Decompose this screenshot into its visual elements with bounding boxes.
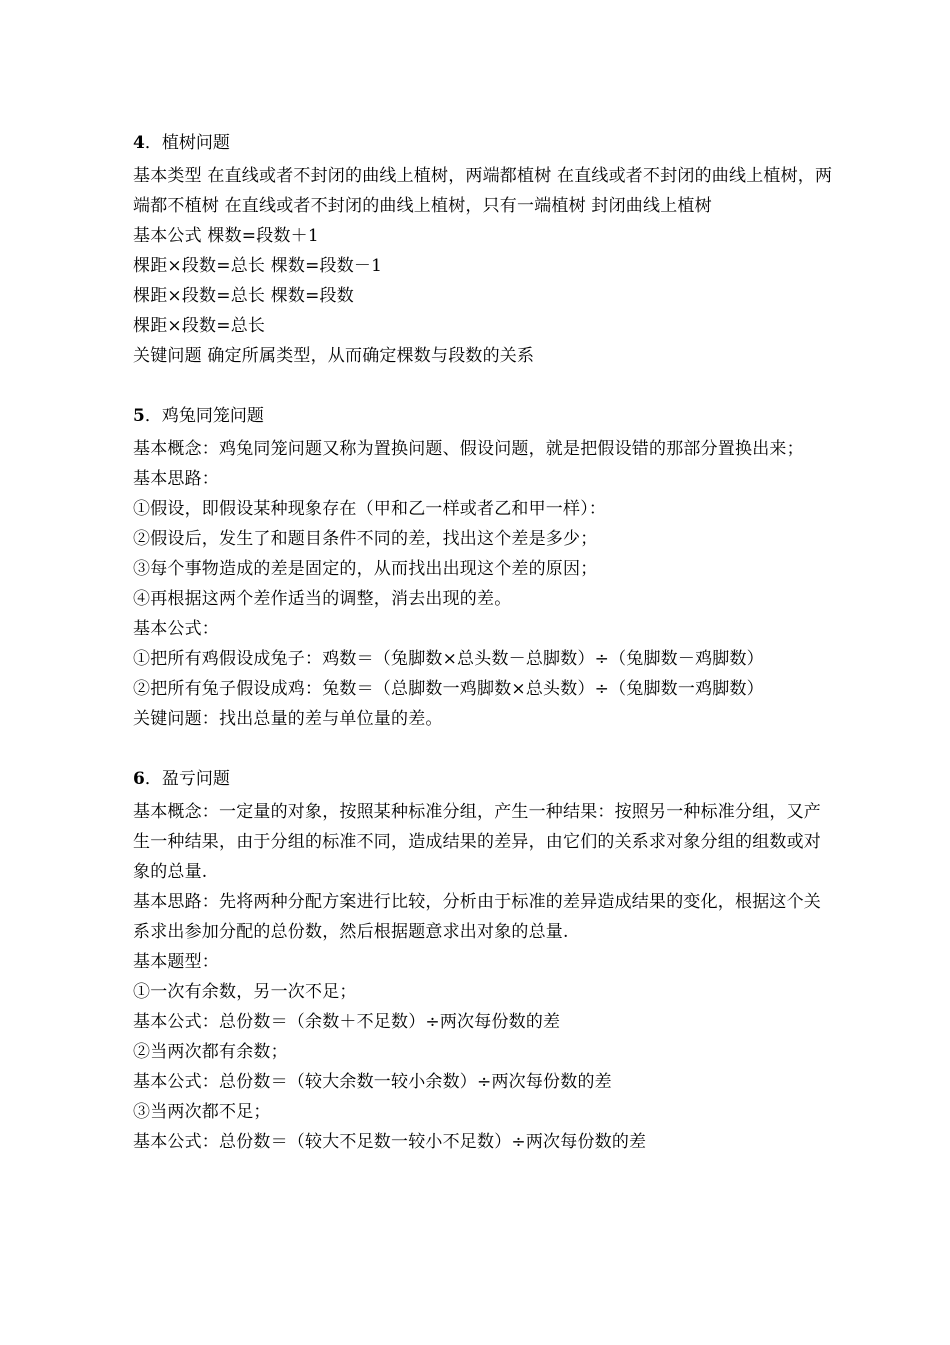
section-number: 5 — [133, 406, 145, 426]
heading-separator: ． — [144, 769, 162, 789]
text-line: ①假设，即假设某种现象存在（甲和乙一样或者乙和甲一样）： — [133, 499, 607, 519]
text-line: 基本思路：先将两种分配方案进行比较，分析由于标准的差异造成结果的变化，根据这个关系求出参加分配的总份数，然后根据题意求出对象的总量. — [133, 892, 821, 942]
text-line: ②当两次都有余数； — [133, 1042, 288, 1062]
text-line: ②把所有兔子假设成鸡：兔数＝（总脚数一鸡脚数×总头数）÷（兔脚数一鸡脚数） — [133, 679, 764, 699]
text-line: 基本公式：总份数＝（较大余数一较小余数）÷两次每份数的差 — [133, 1072, 612, 1092]
text-line: ③每个事物造成的差是固定的，从而找出出现这个差的原因； — [133, 559, 598, 579]
text-line: 基本概念：鸡兔同笼问题又称为置换问题、假设问题，就是把假设错的那部分置换出来； — [133, 439, 804, 459]
heading-separator: ． — [144, 133, 162, 153]
text-line: 基本公式 棵数=段数＋1 — [133, 226, 319, 246]
text-line: 基本概念：一定量的对象，按照某种标准分组，产生一种结果：按照另一种标准分组，又产生一种结果，由于分组的标准不同，造成结果的差异，由它们的关系求对象分组的组数或对象的总量. — [133, 802, 821, 882]
section-heading — [133, 764, 833, 794]
text-line: 关键问题 确定所属类型，从而确定棵数与段数的关系 — [133, 346, 535, 366]
text-line: 基本题型： — [133, 952, 219, 972]
section-title: 植树问题 — [161, 133, 230, 153]
text-line: ①把所有鸡假设成兔子：鸡数＝（兔脚数×总头数－总脚数）÷（兔脚数－鸡脚数） — [133, 649, 764, 669]
text-line: 基本类型 在直线或者不封闭的曲线上植树，两端都植树 在直线或者不封闭的曲线上植树，两端都不植树 在直线或者不封闭的曲线上植树，只有一端植树 封闭曲线上植树 — [133, 166, 833, 216]
text-line: 基本公式：总份数＝（余数＋不足数）÷两次每份数的差 — [133, 1012, 561, 1032]
text-line: 基本公式： — [133, 619, 219, 639]
text-line: 棵距×段数=总长 棵数=段数－1 — [133, 256, 383, 276]
text-line: 基本思路： — [133, 469, 219, 489]
section-tree-planting — [133, 128, 833, 371]
document-page — [133, 128, 833, 1187]
text-line: ④再根据这两个差作适当的调整，消去出现的差。 — [133, 589, 512, 609]
text-line: 棵距×段数=总长 棵数=段数 — [133, 286, 354, 306]
section-chicken-rabbit — [133, 401, 833, 734]
text-line: 关键问题：找出总量的差与单位量的差。 — [133, 709, 443, 729]
text-line: 棵距×段数=总长 — [133, 316, 266, 336]
section-heading — [133, 401, 833, 431]
section-surplus-deficit — [133, 764, 833, 1157]
section-title: 鸡兔同笼问题 — [161, 406, 264, 426]
text-line: ②假设后，发生了和题目条件不同的差，找出这个差是多少； — [133, 529, 598, 549]
text-line: 基本公式：总份数＝（较大不足数一较小不足数）÷两次每份数的差 — [133, 1132, 647, 1152]
text-line: ①一次有余数，另一次不足； — [133, 982, 357, 1002]
section-heading — [133, 128, 833, 158]
section-number: 6 — [133, 769, 145, 789]
text-line: ③当两次都不足； — [133, 1102, 271, 1122]
section-number: 4 — [133, 133, 145, 153]
section-title: 盈亏问题 — [161, 769, 230, 789]
heading-separator: ． — [144, 406, 162, 426]
